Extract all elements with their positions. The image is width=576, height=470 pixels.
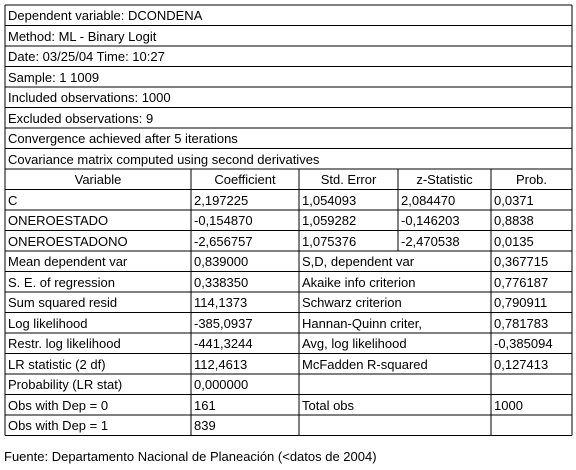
stat-value: -0,385094 (494, 336, 553, 351)
stat-label: Obs with Dep = 1 (8, 418, 109, 433)
header-row: Date: 03/25/04 Time: 10:27 (8, 49, 165, 64)
stat-value: 0,338350 (194, 274, 249, 290)
stat-label: LR statistic (2 df) (8, 356, 106, 372)
stat-value: 112,4613 (194, 356, 248, 372)
stat-label: Hannan-Quinn criter, (302, 315, 422, 331)
coef-cell: 0,0371 (494, 192, 534, 208)
stat-value: 114,1373 (194, 295, 248, 310)
header-row: Excluded observations: 9 (8, 110, 154, 126)
stat-value: 0,781783 (494, 315, 549, 331)
stat-label: Schwarz criterion (302, 295, 402, 310)
column-header: Variable (74, 172, 122, 187)
stat-label (302, 416, 488, 436)
variable-name: ONEROESTADONO (8, 233, 128, 249)
variable-name: C (8, 192, 18, 208)
stat-label: S,D, dependent var (302, 254, 415, 269)
header-row: Covariance matrix computed using second derivatives (8, 151, 320, 167)
coef-cell: 1,075376 (302, 233, 357, 249)
coef-cell: 1,059282 (302, 213, 357, 228)
source-footnote: Fuente: Departamento Nacional de Planeación (<datos de 2004) (4, 449, 377, 464)
stat-value: -441,3244 (194, 336, 253, 351)
stat-label: S. E. of regression (8, 274, 115, 290)
stat-value (494, 416, 569, 436)
stat-label (302, 375, 488, 395)
stat-value: 839 (194, 418, 216, 433)
stat-label: Log likelihood (8, 315, 88, 331)
stat-value: 0,000000 (194, 377, 249, 392)
header-row: Dependent variable: DCONDENA (8, 8, 203, 23)
header-row: Sample: 1 1009 (8, 69, 100, 85)
stat-label: Mean dependent var (8, 254, 128, 269)
stat-value: 0,790911 (494, 295, 548, 310)
column-header: z-Statistic (416, 172, 473, 187)
stat-label: Avg, log likelihood (302, 336, 407, 351)
coef-cell: -0,154870 (194, 213, 253, 228)
coef-cell: 2,197225 (194, 192, 249, 208)
stat-value (494, 375, 569, 395)
stat-label: Sum squared resid (8, 295, 118, 310)
stat-label: McFadden R-squared (302, 356, 428, 372)
column-header: Std. Error (320, 172, 377, 187)
stat-value: 161 (194, 397, 216, 413)
stat-label: Total obs (302, 397, 355, 413)
header-row: Convergence achieved after 5 iterations (8, 131, 238, 146)
coef-cell: -2,470538 (401, 233, 460, 249)
stat-value: 0,367715 (494, 254, 549, 269)
variable-name: ONEROESTADO (8, 213, 109, 228)
coef-cell: -2,656757 (194, 233, 253, 249)
coef-cell: 0,8838 (494, 213, 534, 228)
coef-cell: 2,084470 (401, 192, 456, 208)
stat-label: Obs with Dep = 0 (8, 397, 109, 413)
stat-value: 1000 (494, 397, 523, 413)
header-row: Included observations: 1000 (8, 90, 171, 105)
coef-cell: -0,146203 (401, 213, 460, 228)
coef-cell: 0,0135 (494, 233, 534, 249)
stat-value: -385,0937 (194, 315, 253, 331)
stat-value: 0,839000 (194, 254, 249, 269)
stat-value: 0,127413 (494, 356, 549, 372)
stat-label: Akaike info criterion (302, 274, 416, 290)
header-row: Method: ML - Binary Logit (8, 28, 157, 44)
stat-label: Probability (LR stat) (8, 377, 123, 392)
stat-label: Restr. log likelihood (8, 336, 121, 351)
coef-cell: 1,054093 (302, 192, 357, 208)
column-header: Coefficient (214, 172, 276, 187)
column-header: Prob. (515, 172, 548, 187)
stat-value: 0,776187 (494, 274, 549, 290)
